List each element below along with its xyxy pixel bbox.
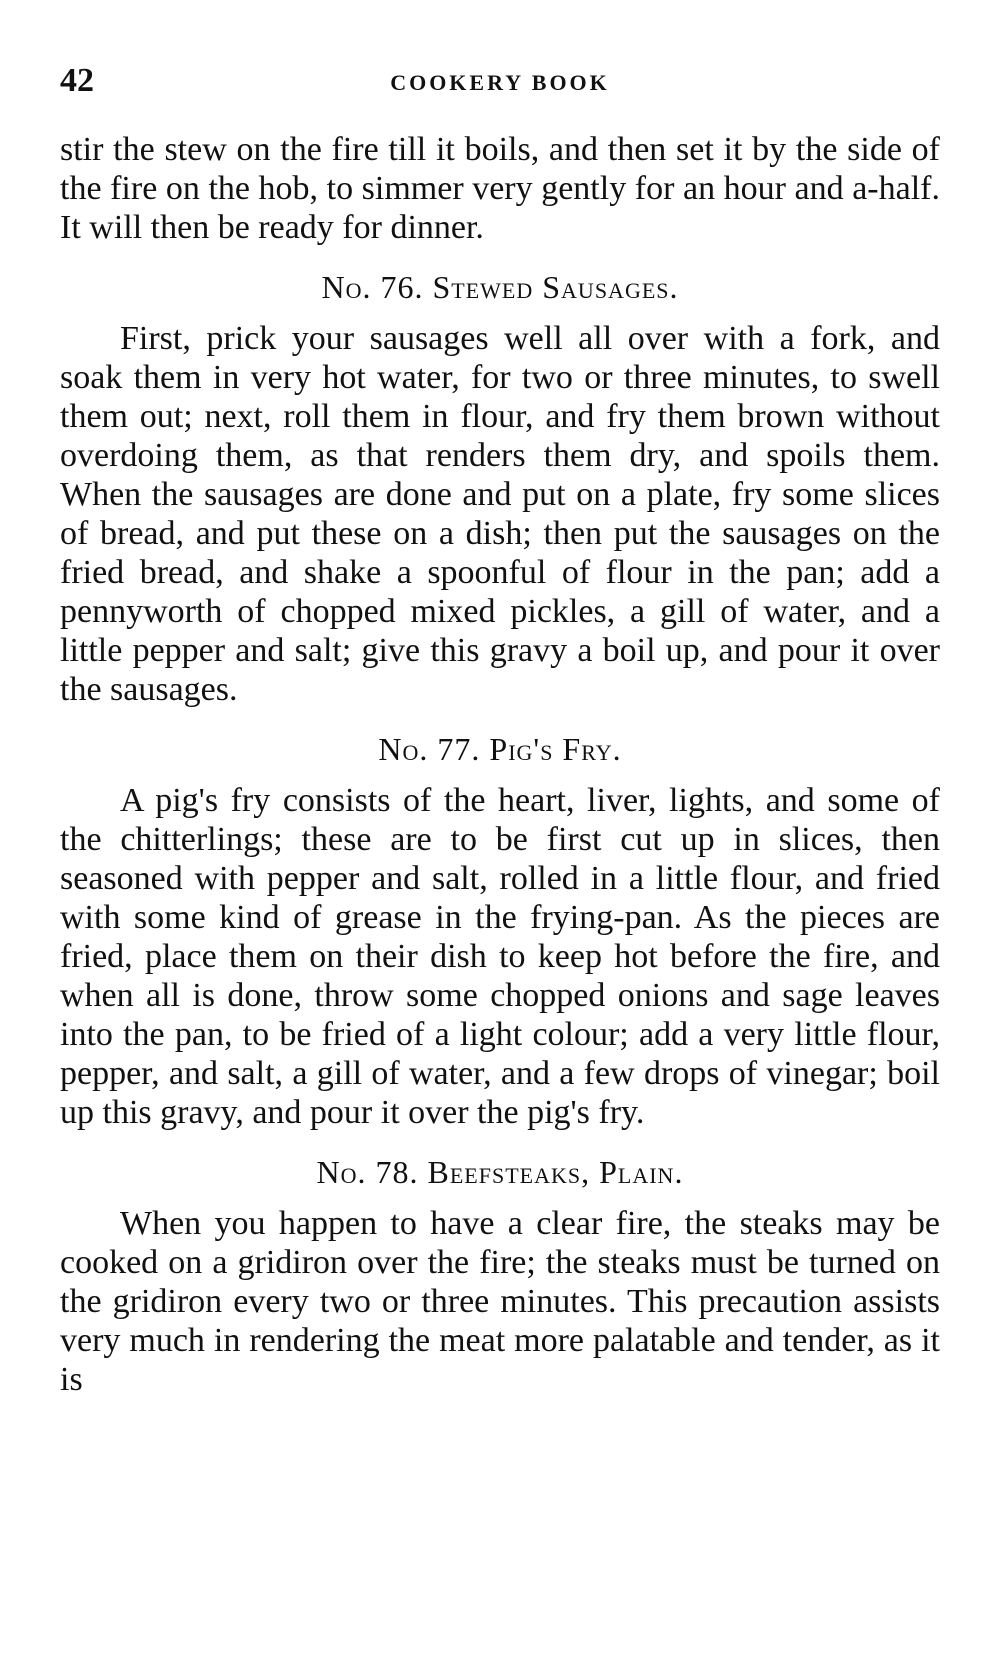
recipe-heading-78: No. 78. Beefsteaks, Plain. bbox=[316, 1154, 684, 1190]
running-title: COOKERY BOOK bbox=[390, 70, 610, 95]
recipe-text-76: First, prick your sausages well all over with a fork, and soak them in very hot water, for two or three minutes, to swell them out; next, roll them in flour, and fry them brown without overdoing them, as that renders them dry, and spoils them. When the sausages are done and put on a plate, fry some slices of bread, and put these on a dish; then put the sausages on the fried bread, and shake a spoonful of flour in the pan; add a pennyworth of chopped mixed pickles, a gill of water, and a little pepper and salt; give this gravy a boil up, and pour it over the sausages. bbox=[60, 320, 940, 708]
page-number: 42 bbox=[60, 62, 94, 99]
recipe-text-77: A pig's fry consists of the heart, liver, lights, and some of the chitterlings; these are to be first cut up in slices, then seasoned with pepper and salt, rolled in a little flour, and fried with some kind of grease in the frying-pan. As the pieces are fried, place them on their dish to keep hot before the fire, and when all is done, throw some chopped onions and sage leaves into the pan, to be fried of a light colour; add a very little flour, pepper, and salt, a gill of water, and a few drops of vinegar; boil up this gravy, and pour it over the pig's fry. bbox=[60, 782, 940, 1131]
page-body bbox=[60, 130, 940, 1399]
running-head bbox=[60, 62, 940, 102]
recipe-heading-77: No. 77. Pig's Fry. bbox=[378, 731, 622, 767]
continued-paragraph: stir the stew on the fire till it boils, and then set it by the side of the fire on the hob, to simmer very gently for an hour and a-half. It will then be ready for dinner. bbox=[60, 131, 940, 246]
recipe-heading-76: No. 76. Stewed Sausages. bbox=[321, 269, 679, 305]
recipe-text-78: When you happen to have a clear fire, the steaks may be cooked on a gridiron over the fire; the steaks must be turned on the gridiron every two or three minutes. This precaution assists very much in rendering the meat more palatable and tender, as it is bbox=[60, 1205, 940, 1398]
